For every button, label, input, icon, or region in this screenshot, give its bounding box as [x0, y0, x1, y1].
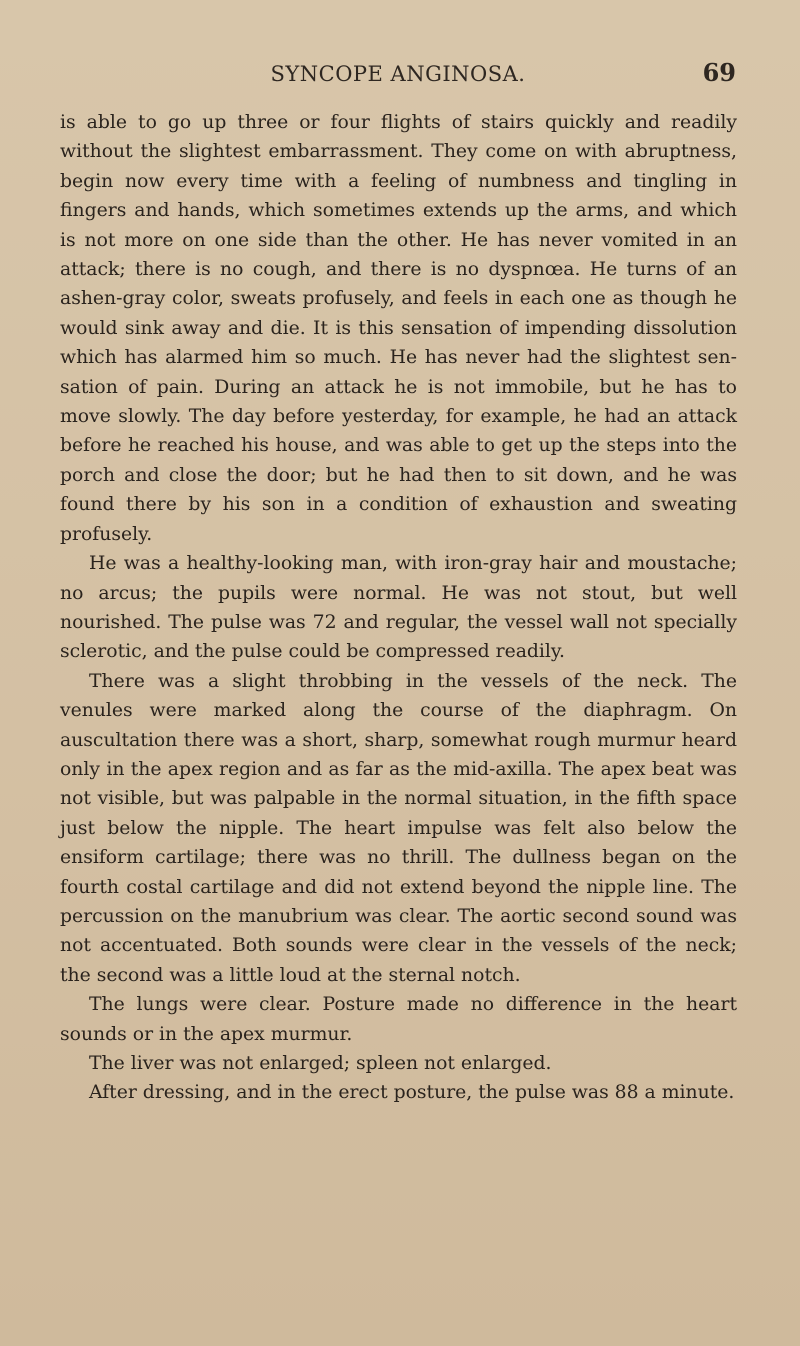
paragraph-4: The lungs were clear. Posture made no difference in the heart sounds or in the apex murmur. [60, 994, 737, 1045]
paragraph-1: is able to go up three or four flights of stairs quickly and readily without the slightest embarrassment. They come on with abruptness, begin now every time with a feeling of numbness and tingling in fingers and hands, which sometimes extends up the arms, and which is not more on one side than the other. He has never vomited in an attack; there is no cough, and there is no dyspnœa. He turns of an ashen-gray color, sweats profusely, and feels in each one as though he would sink away and die. It is this sensation of impending dissolution which has alarmed him so much. He has never had the slightest sensation of pain. During an attack he is not immobile, but he has to move slowly. The day before yesterday, for example, he had an attack before he reached his house, and was able to get up the steps into the porch and close the door; but he had then to sit down, and he was found there by his son in a condition of exhaustion and sweating profusely. [60, 112, 737, 545]
running-head: SYNCOPE ANGINOSA. [270, 62, 526, 86]
paragraph-2: He was a healthy-looking man, with iron-gray hair and moustache; no arcus; the pupils were normal. He was not stout, but well nourished. The pulse was 72 and regular, the vessel wall not specially sclerotic, and the pulse could be compressed readily. [60, 553, 737, 663]
page-number: 69 [702, 58, 736, 87]
paragraph-5: The liver was not enlarged; spleen not enlarged. [89, 1053, 552, 1074]
body-text [60, 108, 737, 1108]
paragraph-6: After dressing, and in the erect posture, the pulse was 88 a minute. [89, 1082, 735, 1104]
paragraph-3: There was a slight throbbing in the vessels of the neck. The venules were marked along the course of the diaphragm. On auscultation there was a short, sharp, somewhat rough murmur heard only in the apex region and as far as the mid-axilla. The apex beat was not visible, but was palpable in the normal situation, in the fifth space just below the nipple. The heart impulse was felt also below the ensiform cartilage; there was no thrill. The dullness began on the fourth costal cartilage and did not extend beyond the nipple line. The percussion on the manubrium was clear. The aortic second sound was not accentuated. Both sounds were clear in the vessels of the neck; the second was a little loud at the sternal notch. [60, 670, 737, 986]
page-header [60, 58, 736, 94]
